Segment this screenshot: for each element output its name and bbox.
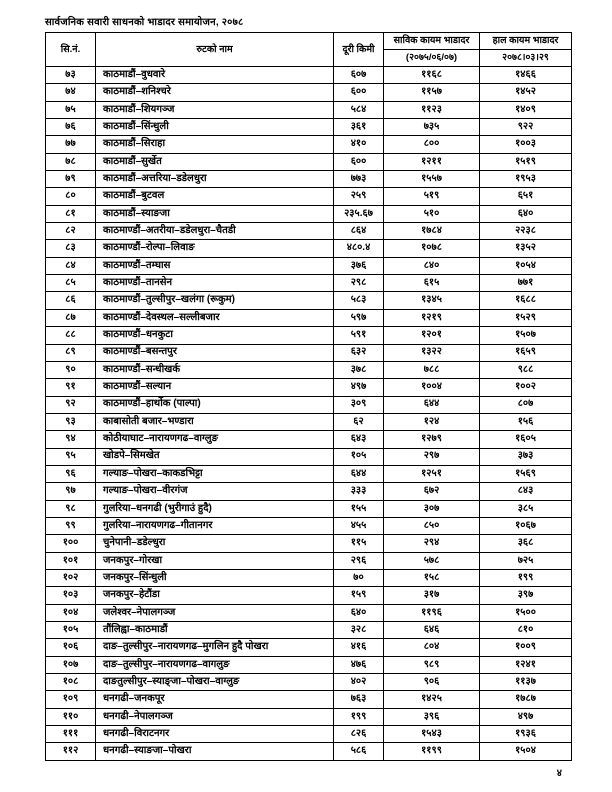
distance-cell: ४९७ (334, 379, 384, 396)
serial-number-cell: १०० (46, 535, 96, 552)
route-name-cell: जनकपुर–सिंन्धुली (96, 569, 334, 586)
header-previous-fare-date: (२०७५/०६/०७) (384, 50, 480, 67)
table-row (46, 448, 572, 465)
current-fare-cell: १००२ (480, 379, 572, 396)
serial-number-cell: १०९ (46, 691, 96, 708)
table-row (46, 552, 572, 569)
current-fare-cell: १६५९ (480, 344, 572, 361)
table-row (46, 171, 572, 188)
previous-fare-cell: १२१९ (384, 309, 480, 326)
previous-fare-cell: ६४४ (384, 396, 480, 413)
route-name-cell: गल्याङ–पोखरा–काकडभिट्टा (96, 465, 334, 482)
table-row (46, 483, 572, 500)
table-row (46, 275, 572, 292)
serial-number-cell: ९५ (46, 448, 96, 465)
current-fare-cell: १५०० (480, 604, 572, 621)
previous-fare-cell: १०७८ (384, 240, 480, 257)
table-row (46, 153, 572, 170)
table-row (46, 674, 572, 691)
route-name-cell: काठमाडौं–शनिश्चरे (96, 84, 334, 101)
header-current-fare: हाल कायम भाडादर (480, 33, 572, 50)
current-fare-cell: १००३ (480, 136, 572, 153)
table-row (46, 726, 572, 743)
previous-fare-cell: १४२५ (384, 691, 480, 708)
distance-cell: ६०० (334, 84, 384, 101)
current-fare-cell: १३५२ (480, 240, 572, 257)
distance-cell: ६०० (334, 153, 384, 170)
route-name-cell: काठमाण्डौं–हार्थोक (पाल्पा) (96, 396, 334, 413)
serial-number-cell: ७६ (46, 119, 96, 136)
distance-cell: ४०२ (334, 674, 384, 691)
serial-number-cell: ८४ (46, 257, 96, 274)
previous-fare-cell: १३२२ (384, 344, 480, 361)
table-row (46, 309, 572, 326)
previous-fare-cell: १२११ (384, 153, 480, 170)
route-name-cell: काठमाण्डौं–सल्यान (96, 379, 334, 396)
table-row (46, 84, 572, 101)
table-row (46, 379, 572, 396)
table-row (46, 465, 572, 482)
route-name-cell: गुलरिया–नारायणगढ–गीतानगर (96, 517, 334, 534)
serial-number-cell: १०३ (46, 587, 96, 604)
previous-fare-cell: ३०७ (384, 500, 480, 517)
route-name-cell: धनगढी–स्याङजा–पोखरा (96, 743, 334, 760)
table-row (46, 223, 572, 240)
serial-number-cell: ७४ (46, 84, 96, 101)
distance-cell: ५८४ (334, 101, 384, 118)
previous-fare-cell: १२४ (384, 413, 480, 430)
table-row (46, 708, 572, 725)
current-fare-cell: ११३७ (480, 674, 572, 691)
serial-number-cell: ८० (46, 188, 96, 205)
route-name-cell: तौंलिह्वा–काठमाडौं (96, 622, 334, 639)
route-name-cell: गल्याङ–पोखरा–वीरगंज (96, 483, 334, 500)
distance-cell: ७७३ (334, 171, 384, 188)
current-fare-cell: १०६७ (480, 517, 572, 534)
previous-fare-cell: ८५० (384, 517, 480, 534)
table-row (46, 240, 572, 257)
route-name-cell: काठमाडौं–सिराहा (96, 136, 334, 153)
current-fare-cell: ३६८ (480, 535, 572, 552)
table-row (46, 656, 572, 673)
serial-number-cell: ९४ (46, 431, 96, 448)
serial-number-cell: ९९ (46, 517, 96, 534)
current-fare-cell: १५१९ (480, 153, 572, 170)
current-fare-cell: १५२९ (480, 309, 572, 326)
serial-number-cell: ८१ (46, 205, 96, 222)
route-name-cell: काठमाण्डौं–अतरीया–डडेलधुरा–चैतडी (96, 223, 334, 240)
current-fare-cell: १५०४ (480, 743, 572, 760)
previous-fare-cell: ६१५ (384, 275, 480, 292)
current-fare-cell: ६४० (480, 205, 572, 222)
route-name-cell: काठमाण्डौं–तुल्सीपुर–खलंगा (रूकुम) (96, 292, 334, 309)
serial-number-cell: १०२ (46, 569, 96, 586)
header-serial-number: सि.नं. (46, 33, 96, 67)
serial-number-cell: १०८ (46, 674, 96, 691)
serial-number-cell: ११२ (46, 743, 96, 760)
previous-fare-cell: ९८९ (384, 656, 480, 673)
table-row (46, 500, 572, 517)
current-fare-cell: ८१० (480, 622, 572, 639)
previous-fare-cell: ६७२ (384, 483, 480, 500)
serial-number-cell: ११० (46, 708, 96, 725)
current-fare-cell: १६०५ (480, 431, 572, 448)
distance-cell: ६४३ (334, 431, 384, 448)
route-name-cell: जनकपुर–हेटौंडा (96, 587, 334, 604)
table-row (46, 396, 572, 413)
distance-cell: १९९ (334, 708, 384, 725)
distance-cell: ८२६ (334, 726, 384, 743)
header-distance-km: दूरी किमी (334, 33, 384, 67)
table-row (46, 413, 572, 430)
distance-cell: ३०९ (334, 396, 384, 413)
page-title: सार्वजनिक सवारी साधनको भाडादर समायोजन, २०७८ (45, 17, 244, 28)
route-name-cell: जलेश्वर–नेपालगञ्ज (96, 604, 334, 621)
route-name-cell: धनगढी–विराटनगर (96, 726, 334, 743)
current-fare-cell: १००९ (480, 639, 572, 656)
table-row (46, 292, 572, 309)
page-number: ४ (556, 768, 562, 779)
header-current-fare-date: २०७८।०३।२९ (480, 50, 572, 67)
route-name-cell: जनकपुर–गोरखा (96, 552, 334, 569)
distance-cell: ६४४ (334, 465, 384, 482)
serial-number-cell: १०१ (46, 552, 96, 569)
previous-fare-cell: १५४३ (384, 726, 480, 743)
previous-fare-cell: ११९९ (384, 743, 480, 760)
serial-number-cell: ८५ (46, 275, 96, 292)
distance-cell: २९८ (334, 275, 384, 292)
previous-fare-cell: १५८ (384, 569, 480, 586)
route-name-cell: काठमाण्डौं–तानसेन (96, 275, 334, 292)
route-name-cell: काठमाण्डौं–तम्घास (96, 257, 334, 274)
route-name-cell: काठमाडौं–शियगञ्ज (96, 101, 334, 118)
serial-number-cell: १०५ (46, 622, 96, 639)
table-row (46, 119, 572, 136)
serial-number-cell: ९६ (46, 465, 96, 482)
route-name-cell: धनगढी–नेपालगञ्ज (96, 708, 334, 725)
current-fare-cell: १९५३ (480, 171, 572, 188)
table-row (46, 517, 572, 534)
distance-cell: ५८६ (334, 743, 384, 760)
distance-cell: ३६१ (334, 119, 384, 136)
serial-number-cell: ८८ (46, 327, 96, 344)
table-row (46, 361, 572, 378)
previous-fare-cell: १७८४ (384, 223, 480, 240)
serial-number-cell: ७७ (46, 136, 96, 153)
previous-fare-cell: ८०० (384, 136, 480, 153)
distance-cell: ३७८ (334, 361, 384, 378)
serial-number-cell: १०६ (46, 639, 96, 656)
route-name-cell: काठमाडौं–स्याङजा (96, 205, 334, 222)
previous-fare-cell: ३९६ (384, 708, 480, 725)
distance-cell: ३७६ (334, 257, 384, 274)
current-fare-cell: ९२२ (480, 119, 572, 136)
distance-cell: ४१० (334, 136, 384, 153)
distance-cell: १०५ (334, 448, 384, 465)
route-name-cell: काठमाण्डौं–देवस्थल–सल्लीबजार (96, 309, 334, 326)
previous-fare-cell: १२५१ (384, 465, 480, 482)
distance-cell: ११५ (334, 535, 384, 552)
distance-cell: ४१६ (334, 639, 384, 656)
distance-cell: १५९ (334, 587, 384, 604)
serial-number-cell: ९३ (46, 413, 96, 430)
distance-cell: ६२ (334, 413, 384, 430)
current-fare-cell: १६८८ (480, 292, 572, 309)
serial-number-cell: ७९ (46, 171, 96, 188)
route-name-cell: दाङतुल्सीपुर–स्याङ्जा–पोखरा–वाग्लुङ (96, 674, 334, 691)
route-name-cell: काठमाडौं–बुटवल (96, 188, 334, 205)
current-fare-cell: १४५२ (480, 84, 572, 101)
serial-number-cell: ८७ (46, 309, 96, 326)
previous-fare-cell: ११६८ (384, 67, 480, 84)
table-row (46, 587, 572, 604)
previous-fare-cell: ९०६ (384, 674, 480, 691)
table-row (46, 205, 572, 222)
table-row (46, 604, 572, 621)
table-row (46, 136, 572, 153)
previous-fare-cell: १२७९ (384, 431, 480, 448)
serial-number-cell: ९७ (46, 483, 96, 500)
fare-table-header (46, 33, 572, 67)
distance-cell: ६३२ (334, 344, 384, 361)
route-name-cell: काठमाण्डौं–सन्धीखर्क (96, 361, 334, 378)
header-route-name: रुटको नाम (96, 33, 334, 67)
distance-cell: ४५५ (334, 517, 384, 534)
serial-number-cell: ८६ (46, 292, 96, 309)
previous-fare-cell: ५१० (384, 205, 480, 222)
previous-fare-cell: ११५७ (384, 84, 480, 101)
distance-cell: ३३३ (334, 483, 384, 500)
header-previous-fare: साविक कायम भाडादर (384, 33, 480, 50)
current-fare-cell: २२३८ (480, 223, 572, 240)
previous-fare-cell: ५१९ (384, 188, 480, 205)
route-name-cell: धनगढी–जनकपूर (96, 691, 334, 708)
serial-number-cell: ९२ (46, 396, 96, 413)
fare-table-body (46, 67, 572, 761)
current-fare-cell: १९३६ (480, 726, 572, 743)
current-fare-cell: ९८८ (480, 361, 572, 378)
route-name-cell: कोठीयाघाट–नारायणगढ–वाग्लुङ (96, 431, 334, 448)
route-name-cell: गुलरिया–धनगढी (भुरीगाउं हुदै) (96, 500, 334, 517)
current-fare-cell: १०५४ (480, 257, 572, 274)
current-fare-cell: ४९७ (480, 708, 572, 725)
table-row (46, 743, 572, 760)
distance-cell: ८६४ (334, 223, 384, 240)
route-name-cell: काठमाण्डौं–बसन्तपुर (96, 344, 334, 361)
route-name-cell: खोडपे–सिमखेत (96, 448, 334, 465)
table-row (46, 535, 572, 552)
distance-cell: ७० (334, 569, 384, 586)
current-fare-cell: १२४१ (480, 656, 572, 673)
current-fare-cell: १९९ (480, 569, 572, 586)
serial-number-cell: ९८ (46, 500, 96, 517)
table-row (46, 257, 572, 274)
current-fare-cell: ७२५ (480, 552, 572, 569)
current-fare-cell: ८४३ (480, 483, 572, 500)
previous-fare-cell: ६४६ (384, 622, 480, 639)
distance-cell: ५८३ (334, 292, 384, 309)
table-row (46, 344, 572, 361)
previous-fare-cell: ८४० (384, 257, 480, 274)
previous-fare-cell: ७३५ (384, 119, 480, 136)
previous-fare-cell: ३१७ (384, 587, 480, 604)
previous-fare-cell: ५७८ (384, 552, 480, 569)
serial-number-cell: ७५ (46, 101, 96, 118)
distance-cell: २९६ (334, 552, 384, 569)
previous-fare-cell: १२०१ (384, 327, 480, 344)
previous-fare-cell: ११२३ (384, 101, 480, 118)
current-fare-cell: १४०९ (480, 101, 572, 118)
serial-number-cell: ८९ (46, 344, 96, 361)
previous-fare-cell: ७८८ (384, 361, 480, 378)
serial-number-cell: ७८ (46, 153, 96, 170)
distance-cell: ६०७ (334, 67, 384, 84)
table-row (46, 622, 572, 639)
previous-fare-cell: ११९६ (384, 604, 480, 621)
distance-cell: २३५.६७ (334, 205, 384, 222)
current-fare-cell: १५६ (480, 413, 572, 430)
serial-number-cell: ८३ (46, 240, 96, 257)
table-row (46, 691, 572, 708)
route-name-cell: दाङ–तुल्सीपुर–नारायणगढ–वागलुङ (96, 656, 334, 673)
table-row (46, 101, 572, 118)
table-row (46, 67, 572, 84)
route-name-cell: काठमाडौं–वुधवारे (96, 67, 334, 84)
distance-cell: १५५ (334, 500, 384, 517)
previous-fare-cell: १००४ (384, 379, 480, 396)
serial-number-cell: ९१ (46, 379, 96, 396)
current-fare-cell: १५०७ (480, 327, 572, 344)
current-fare-cell: ८०७ (480, 396, 572, 413)
table-row (46, 327, 572, 344)
distance-cell: ५९१ (334, 327, 384, 344)
route-name-cell: काठमाडौं–सुर्खेत (96, 153, 334, 170)
route-name-cell: काठमाडौं–अत्तरिया–डडेलधुरा (96, 171, 334, 188)
previous-fare-cell: १५५७ (384, 171, 480, 188)
distance-cell: ४७६ (334, 656, 384, 673)
serial-number-cell: ९० (46, 361, 96, 378)
table-row (46, 569, 572, 586)
current-fare-cell: ३७३ (480, 448, 572, 465)
distance-cell: ७६३ (334, 691, 384, 708)
previous-fare-cell: ८०४ (384, 639, 480, 656)
serial-number-cell: १०७ (46, 656, 96, 673)
route-name-cell: काठमाण्डौं–धनकुटा (96, 327, 334, 344)
distance-cell: ५९७ (334, 309, 384, 326)
distance-cell: ४८०.४ (334, 240, 384, 257)
serial-number-cell: १०४ (46, 604, 96, 621)
current-fare-cell: ६५१ (480, 188, 572, 205)
current-fare-cell: ७७१ (480, 275, 572, 292)
table-row (46, 188, 572, 205)
distance-cell: २५९ (334, 188, 384, 205)
distance-cell: ६४० (334, 604, 384, 621)
previous-fare-cell: २९७ (384, 448, 480, 465)
current-fare-cell: १७८७ (480, 691, 572, 708)
route-name-cell: दाङ–तुल्सीपुर–नारायणगढ–मुगलिन हुदै पोखरा (96, 639, 334, 656)
table-row (46, 639, 572, 656)
serial-number-cell: ७३ (46, 67, 96, 84)
fare-table (45, 32, 572, 761)
table-row (46, 431, 572, 448)
route-name-cell: काठमाण्डौं–रोल्पा–लिवाङ (96, 240, 334, 257)
current-fare-cell: १५६९ (480, 465, 572, 482)
serial-number-cell: ८२ (46, 223, 96, 240)
route-name-cell: काठमाडौं–सिंन्धुली (96, 119, 334, 136)
current-fare-cell: १४६६ (480, 67, 572, 84)
current-fare-cell: ३९७ (480, 587, 572, 604)
route-name-cell: काबासोती बजार–भण्डारा (96, 413, 334, 430)
serial-number-cell: १११ (46, 726, 96, 743)
distance-cell: ३२८ (334, 622, 384, 639)
route-name-cell: चुनेपानी–डडेल्धुरा (96, 535, 334, 552)
previous-fare-cell: २९४ (384, 535, 480, 552)
current-fare-cell: ३८५ (480, 500, 572, 517)
previous-fare-cell: १३४५ (384, 292, 480, 309)
